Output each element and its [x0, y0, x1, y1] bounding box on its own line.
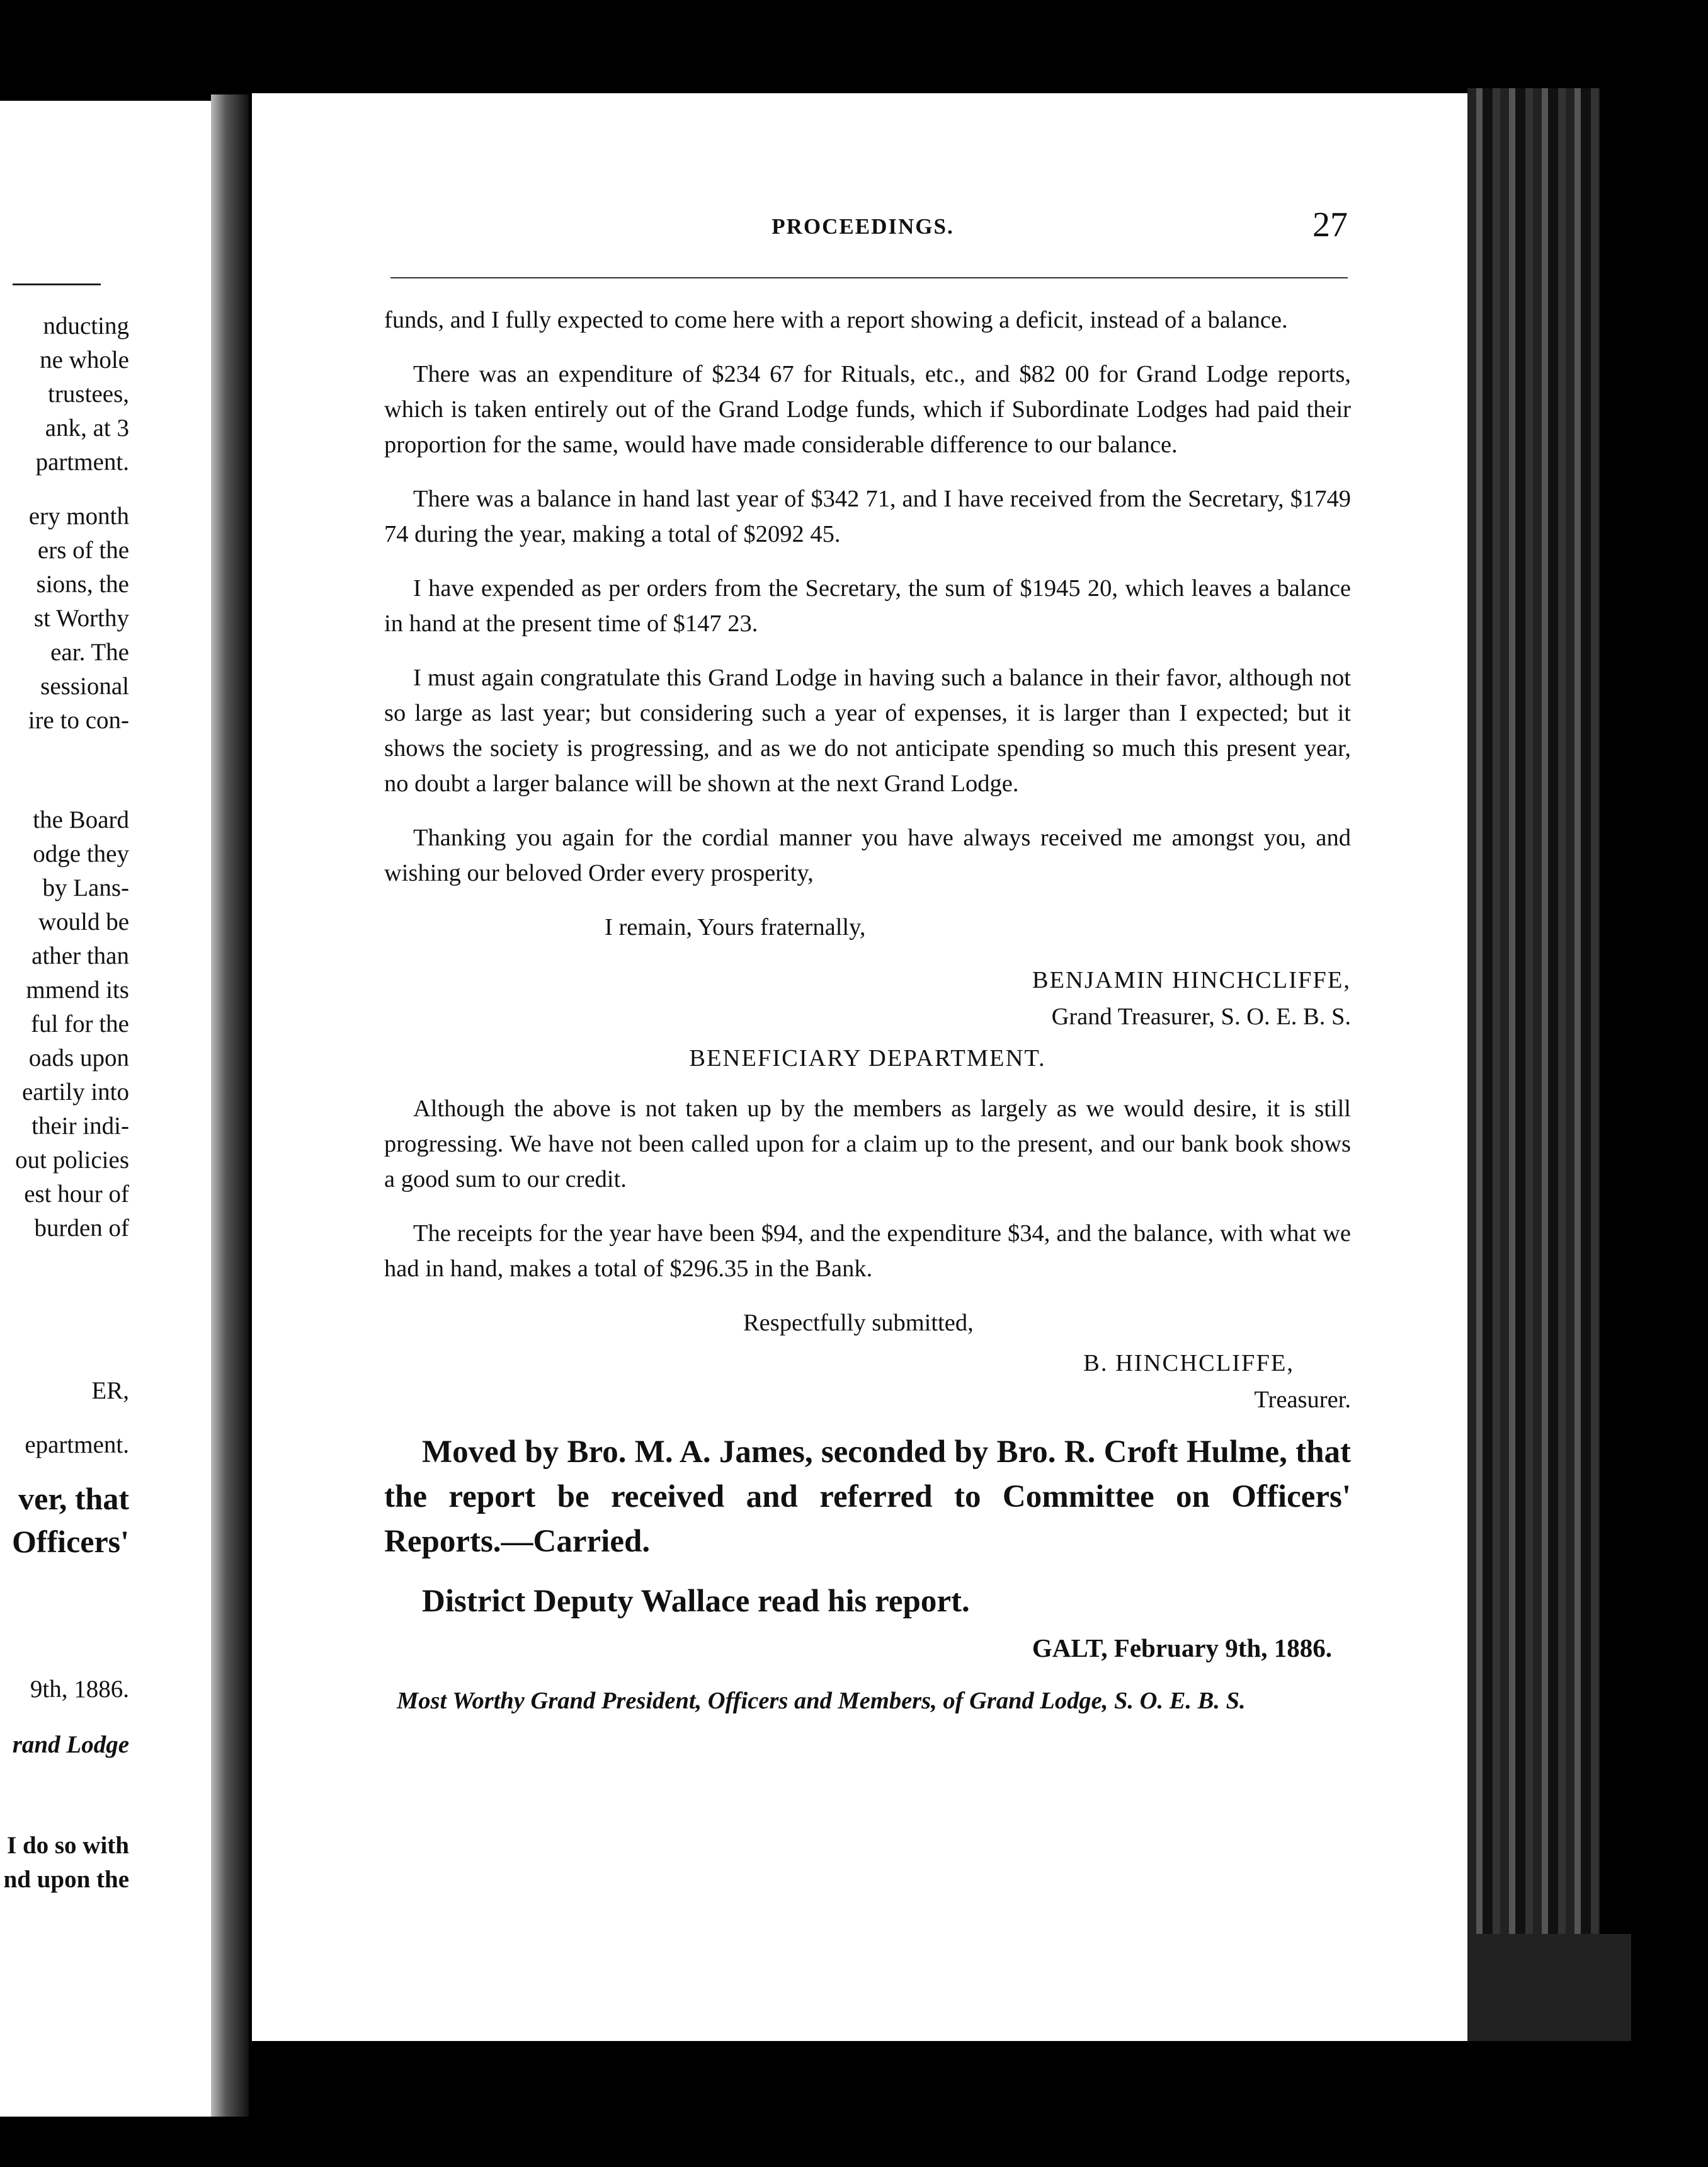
left-facing-page — [0, 101, 224, 2117]
left-line: ver, that — [18, 1481, 129, 1516]
left-line: eartily into — [21, 1078, 129, 1106]
left-line: ear. The — [50, 639, 129, 666]
left-line: by Lans- — [42, 874, 129, 901]
left-line: trustees, — [48, 380, 129, 408]
left-line: partment. — [35, 449, 129, 476]
left-line: sions, the — [36, 571, 129, 598]
paragraph: I have expended as per orders from the Secretary, the sum of $1945 20, which leaves a balance in hand at the present time of $147 23. — [384, 575, 1351, 637]
left-line: out policies — [15, 1146, 129, 1174]
paragraph: I must again congratulate this Grand Lodge in having such a balance in their favor, although not so large as last year; but considering such a year of expenses, it is larger than I expected; but it shows the society is progressing, and as we do not anticipate spending so much this present year, no doubt a larger balance will be shown at the next Grand Lodge. — [384, 665, 1351, 797]
signer-title: Treasurer. — [1254, 1387, 1351, 1413]
paragraph: The receipts for the year have been $94, and the expenditure $34, and the balance, with what we had in hand, makes a total of $296.35 in the Bank. — [384, 1220, 1351, 1282]
left-page-rule — [13, 283, 101, 285]
motion-text: District Deputy Wallace read his report. — [422, 1584, 970, 1619]
paragraph: There was a balance in hand last year of $342 71, and I have received from the Secretary, $1749 74 during the year, making a total of $2092 45. — [384, 486, 1351, 547]
left-line: nd upon the — [3, 1866, 129, 1893]
page-header — [378, 189, 1348, 246]
paragraph: Thanking you again for the cordial manner you have always received me amongst you, and wishing our beloved Order every prosperity, — [384, 825, 1351, 886]
signer-name: BENJAMIN HINCHCLIFFE, — [1032, 967, 1351, 993]
signer-title: Grand Treasurer, S. O. E. B. S. — [1051, 1003, 1351, 1030]
paragraph: Although the above is not taken up by the members as largely as we would desire, it is still progressing. We have not been called upon for a claim up to the present, and our bank book shows a good sum to our credit. — [384, 1095, 1351, 1192]
left-line: burden of — [34, 1215, 129, 1242]
left-line: epartment. — [25, 1431, 129, 1458]
left-line: ers of the — [37, 537, 129, 564]
left-line: est hour of — [24, 1181, 129, 1208]
left-line: sessional — [40, 673, 129, 700]
dateline: GALT, February 9th, 1886. — [1032, 1633, 1332, 1662]
closing: Respectfully submitted, — [743, 1310, 974, 1336]
left-line: ery month — [28, 503, 129, 530]
signer-name: B. HINCHCLIFFE, — [1083, 1350, 1294, 1376]
left-line: ather than — [31, 942, 129, 969]
left-line: Officers' — [11, 1524, 129, 1559]
salutation: Most Worthy Grand President, Officers and Members, of Grand Lodge, S. O. E. B. S. — [397, 1688, 1246, 1714]
left-line: ER, — [91, 1377, 129, 1404]
section-heading: BENEFICIARY DEPARTMENT. — [689, 1045, 1046, 1072]
left-line: 9th, 1886. — [30, 1676, 129, 1703]
left-line: their indi- — [31, 1112, 129, 1140]
page-edges — [1467, 88, 1600, 1997]
left-line: ful for the — [31, 1010, 129, 1038]
paragraph: There was an expenditure of $234 67 for Rituals, etc., and $82 00 for Grand Lodge reports, which is taken entirely out of the Grand Lodge funds, which if Subordinate Lodges had paid their proportion for the same, would have made considerable difference to our balance. — [384, 361, 1351, 458]
left-line: the Board — [33, 806, 129, 833]
closing: I remain, Yours fraternally, — [605, 914, 866, 941]
left-line: st Worthy — [33, 605, 129, 632]
book-gutter — [211, 94, 249, 2117]
running-head: PROCEEDINGS. — [771, 214, 954, 239]
left-line: I do so with — [7, 1832, 129, 1859]
page-content — [384, 302, 1351, 1720]
left-line: nducting — [43, 312, 129, 340]
header-rule — [390, 277, 1348, 278]
left-line: ire to con- — [28, 707, 129, 734]
left-line: rand Lodge — [12, 1731, 129, 1758]
left-line: ank, at 3 — [45, 415, 129, 442]
left-line: ne whole — [40, 346, 129, 374]
page-number: 27 — [1312, 205, 1348, 244]
left-line: would be — [38, 908, 129, 935]
left-line: mmend its — [26, 976, 129, 1003]
motion-text: Moved by Bro. M. A. James, seconded by Bro. R. Croft Hulme, that the report be received and referred to Committee on Officers' Reports.—Carried. — [384, 1434, 1351, 1559]
left-line: odge they — [33, 840, 129, 867]
paragraph: funds, and I fully expected to come here with a report showing a deficit, instead of a balance. — [384, 307, 1288, 333]
page-edges-bottom — [1467, 1934, 1631, 2041]
left-line: oads upon — [28, 1044, 129, 1072]
